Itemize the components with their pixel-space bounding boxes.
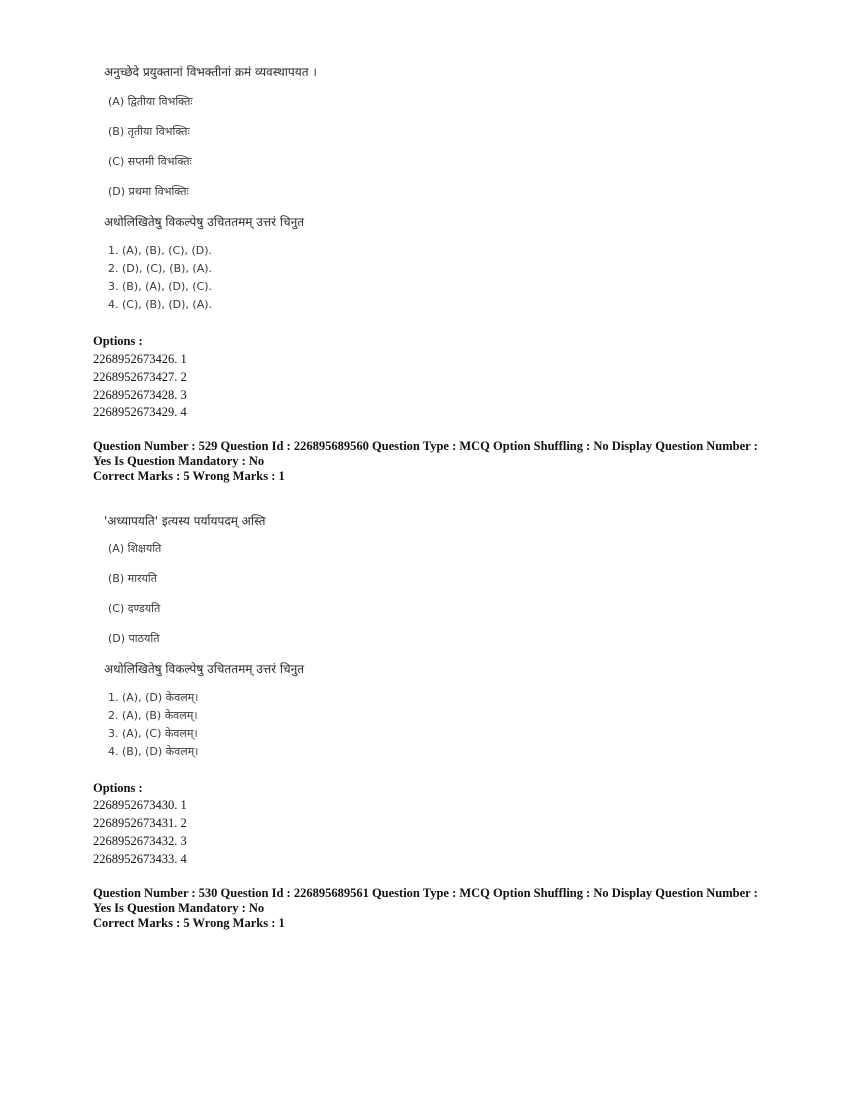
option-id: 2268952673430. 1 (93, 798, 187, 812)
option-id: 2268952673427. 2 (93, 370, 187, 384)
list-item: (B) मारयति (108, 572, 158, 585)
option-id: 2268952673429. 4 (93, 405, 187, 419)
question-prompt: अनुच्छेदे प्रयुक्तानां विभक्तीनां क्रमं व्यवस्थापयत । (104, 65, 317, 79)
question-instruction: अधोलिखितेषु विकल्पेषु उचिततमम् उत्तरं चिनुत (104, 662, 305, 676)
option-id: 2268952673433. 4 (93, 852, 187, 866)
option-id: 2268952673426. 1 (93, 352, 187, 366)
list-item: (D) पाठयति (108, 632, 160, 645)
list-item: (A) शिक्षयति (108, 542, 162, 555)
answer-choice: 4. (B), (D) केवलम्। (108, 745, 199, 758)
question-marks: Correct Marks : 5 Wrong Marks : 1 (93, 469, 285, 483)
answer-choice: 3. (A), (C) केवलम्। (108, 727, 198, 740)
option-id: 2268952673431. 2 (93, 816, 187, 830)
list-item: (C) सप्तमी विभक्तिः (108, 155, 192, 168)
answer-choice: 2. (A), (B) केवलम्। (108, 709, 198, 722)
question-meta: Question Number : 530 Question Id : 226895689561 Question Type : MCQ Option Shuffling : No Display Question Number : Yes Is Question Mandatory : No (93, 886, 758, 915)
answer-choice: 1. (A), (B), (C), (D). (108, 244, 213, 257)
answer-choice: 3. (B), (A), (D), (C). (108, 280, 213, 293)
answer-choice: 4. (C), (B), (D), (A). (108, 298, 213, 311)
list-item: (D) प्रथमा विभक्तिः (108, 185, 189, 198)
list-item: (C) दण्डयति (108, 602, 161, 615)
options-heading: Options : (93, 334, 143, 348)
question-marks: Correct Marks : 5 Wrong Marks : 1 (93, 916, 285, 930)
options-heading: Options : (93, 781, 143, 795)
list-item: (B) तृतीया विभक्तिः (108, 125, 190, 138)
option-id: 2268952673432. 3 (93, 834, 187, 848)
option-id: 2268952673428. 3 (93, 388, 187, 402)
question-instruction: अधोलिखितेषु विकल्पेषु उचिततमम् उत्तरं चिनुत (104, 215, 305, 229)
question-prompt: 'अध्यापयति' इत्यस्य पर्यायपदम् अस्ति (104, 514, 266, 528)
question-meta: Question Number : 529 Question Id : 226895689560 Question Type : MCQ Option Shuffling : No Display Question Number : Yes Is Question Mandatory : No (93, 439, 758, 468)
answer-choice: 1. (A), (D) केवलम्। (108, 691, 199, 704)
list-item: (A) द्वितीया विभक्तिः (108, 95, 193, 108)
answer-choice: 2. (D), (C), (B), (A). (108, 262, 213, 275)
